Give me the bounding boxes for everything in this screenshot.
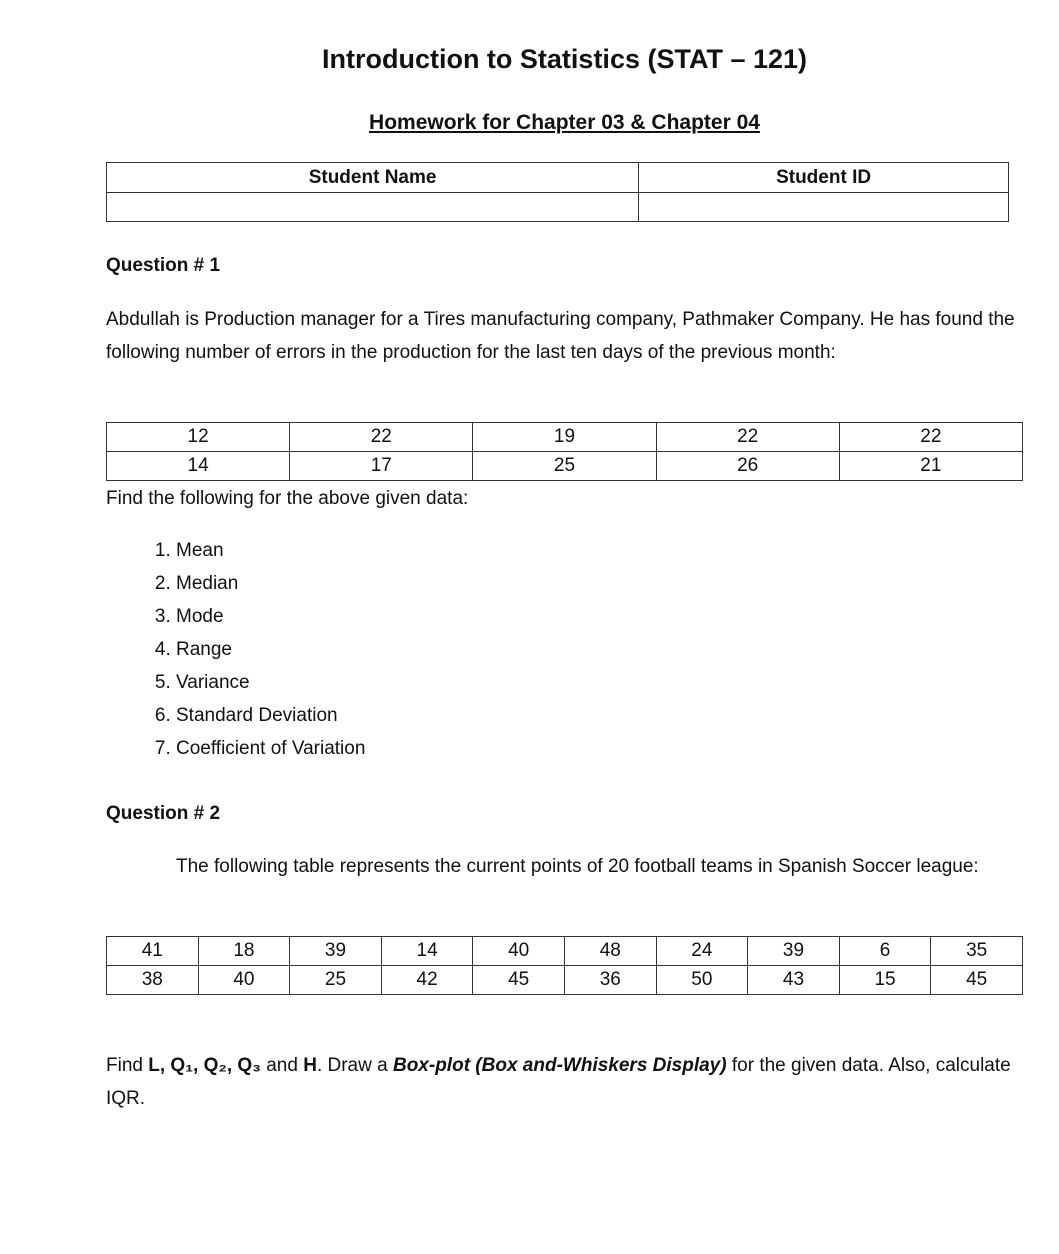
question-2-instruction <box>106 1049 1026 1115</box>
table-cell: 35 <box>931 937 1023 966</box>
student-name-header: Student Name <box>107 163 639 193</box>
table-cell: 25 <box>473 452 656 481</box>
list-item: 6. Standard Deviation <box>176 699 365 732</box>
table-cell: 25 <box>290 966 382 995</box>
table-cell: 19 <box>473 423 656 452</box>
table-cell: 39 <box>290 937 382 966</box>
instruction-bold-quartiles: L, Q₁, Q₂, Q₃ <box>148 1055 261 1076</box>
instruction-bold-boxplot: Box-plot (Box and-Whiskers Display) <box>392 1055 727 1076</box>
student-id-field[interactable] <box>639 193 1009 222</box>
table-row <box>107 423 1023 452</box>
instruction-text: and <box>260 1055 304 1076</box>
table-row <box>107 966 1023 995</box>
table-cell: 21 <box>839 452 1022 481</box>
table-cell: 15 <box>839 966 931 995</box>
table-cell: 38 <box>107 966 199 995</box>
question-1-heading: Question # 1 <box>106 255 221 276</box>
list-item: 4. Range <box>176 633 365 666</box>
question-1-instruction: Find the following for the above given data: <box>106 488 469 509</box>
table-cell: 43 <box>748 966 840 995</box>
table-cell: 22 <box>839 423 1022 452</box>
table-cell: 36 <box>564 966 656 995</box>
question-2-heading: Question # 2 <box>106 803 221 824</box>
student-info-table <box>106 162 1009 222</box>
table-cell: 24 <box>656 937 748 966</box>
table-cell: 40 <box>473 937 565 966</box>
question-1-data-table <box>106 422 1023 481</box>
table-cell: 14 <box>381 937 473 966</box>
table-cell: 41 <box>107 937 199 966</box>
table-cell: 18 <box>198 937 290 966</box>
instruction-text: Find <box>106 1055 149 1076</box>
table-row <box>107 937 1023 966</box>
table-cell: 6 <box>839 937 931 966</box>
document-subtitle: Homework for Chapter 03 & Chapter 04 <box>369 111 760 134</box>
table-cell: 45 <box>473 966 565 995</box>
list-item: 5. Variance <box>176 666 365 699</box>
instruction-bold-h: H <box>303 1055 317 1076</box>
document-title: Introduction to Statistics (STAT – 121) <box>321 44 808 74</box>
instruction-text: for the given data. Also, calculate IQR. <box>106 1055 1011 1109</box>
question-2-data-table <box>106 936 1023 995</box>
table-cell: 42 <box>381 966 473 995</box>
table-cell: 14 <box>107 452 290 481</box>
list-item: 3. Mode <box>176 600 365 633</box>
question-2-text: The following table represents the current points of 20 football teams in Spanish Soccer league: <box>176 856 979 877</box>
list-item: 1. Mean <box>176 534 365 567</box>
list-item: 7. Coefficient of Variation <box>176 732 365 765</box>
student-name-field[interactable] <box>107 193 639 222</box>
table-cell: 45 <box>931 966 1023 995</box>
table-cell: 17 <box>290 452 473 481</box>
table-cell: 12 <box>107 423 290 452</box>
table-cell: 40 <box>198 966 290 995</box>
table-row <box>107 452 1023 481</box>
question-1-text: Abdullah is Production manager for a Tires manufacturing company, Pathmaker Company. He has found the following number of errors in the production for the last ten days of the previous month: <box>106 309 1015 363</box>
question-1-task-list <box>140 534 365 765</box>
table-cell: 50 <box>656 966 748 995</box>
table-cell: 39 <box>748 937 840 966</box>
instruction-text: . Draw a <box>316 1055 393 1076</box>
table-cell: 48 <box>564 937 656 966</box>
list-item: 2. Median <box>176 567 365 600</box>
student-id-header: Student ID <box>639 163 1009 193</box>
table-cell: 22 <box>290 423 473 452</box>
table-cell: 22 <box>656 423 839 452</box>
table-cell: 26 <box>656 452 839 481</box>
